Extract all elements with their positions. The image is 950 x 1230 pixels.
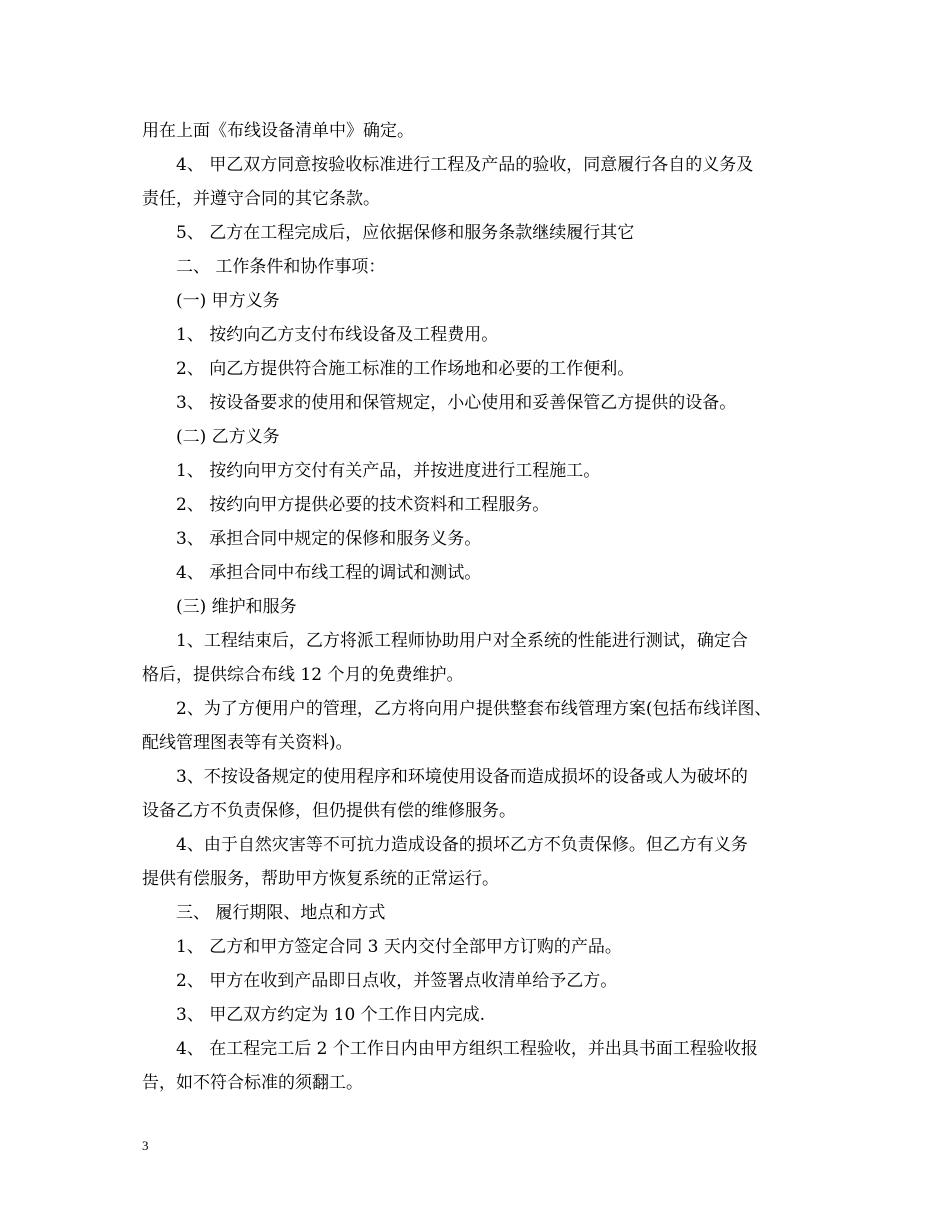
text-line: 配线管理图表等有关资料)。 — [142, 733, 353, 753]
text-line: 3、 甲乙双方约定为 10 个工作日内完成. — [176, 1005, 486, 1025]
document-body — [142, 114, 832, 1100]
text-line: 1、 乙方和甲方签定合同 3 天内交付全部甲方订购的产品。 — [176, 937, 622, 957]
text-line: 4、由于自然灾害等不可抗力造成设备的损坏乙方不负责保修。但乙方有义务 — [176, 835, 748, 855]
text-line: (三) 维护和服务 — [176, 597, 297, 617]
text-line: (二) 乙方义务 — [176, 427, 280, 447]
text-line: 1、工程结束后，乙方将派工程师协助用户对全系统的性能进行测试，确定合 — [176, 631, 748, 651]
text-line: 2、为了方便用户的管理，乙方将向用户提供整套布线管理方案(包括布线详图、 — [176, 699, 772, 719]
text-line: 5、 乙方在工程完成后，应依据保修和服务条款继续履行其它 — [176, 223, 635, 243]
text-line: 提供有偿服务，帮助甲方恢复系统的正常运行。 — [142, 869, 499, 889]
text-line: 4、 甲乙双方同意按验收标准进行工程及产品的验收，同意履行各自的义务及 — [176, 155, 754, 175]
text-line: 1、 按约向甲方交付有关产品，并按进度进行工程施工。 — [176, 461, 601, 481]
text-line: 3、不按设备规定的使用程序和环境使用设备而造成损坏的设备或人为破坏的 — [176, 767, 748, 787]
text-line: 1、 按约向乙方支付布线设备及工程费用。 — [176, 325, 499, 345]
page-number: 3 — [142, 1138, 149, 1153]
text-line: (一) 甲方义务 — [176, 291, 280, 311]
text-line: 2、 按约向甲方提供必要的技术资料和工程服务。 — [176, 495, 550, 515]
text-line: 2、 甲方在收到产品即日点收，并签署点收清单给予乙方。 — [176, 971, 618, 991]
text-line: 4、 承担合同中布线工程的调试和测试。 — [176, 563, 482, 583]
text-line: 用在上面《布线设备清单中》确定。 — [142, 121, 414, 141]
text-line: 三、 履行期限、地点和方式 — [176, 903, 386, 923]
text-line: 3、 按设备要求的使用和保管规定，小心使用和妥善保管乙方提供的设备。 — [176, 393, 737, 413]
text-line: 责任，并遵守合同的其它条款。 — [142, 189, 380, 209]
text-line: 告，如不符合标准的须翻工。 — [142, 1073, 363, 1093]
text-line: 格后，提供综合布线 12 个月的免费维护。 — [142, 665, 464, 685]
text-line: 4、 在工程完工后 2 个工作日内由甲方组织工程验收，并出具书面工程验收报 — [176, 1039, 758, 1059]
text-line: 二、 工作条件和协作事项： — [176, 257, 386, 277]
text-line: 3、 承担合同中规定的保修和服务义务。 — [176, 529, 482, 549]
text-line: 2、 向乙方提供符合施工标准的工作场地和必要的工作便利。 — [176, 359, 635, 379]
text-line: 设备乙方不负责保修，但仍提供有偿的维修服务。 — [142, 801, 516, 821]
